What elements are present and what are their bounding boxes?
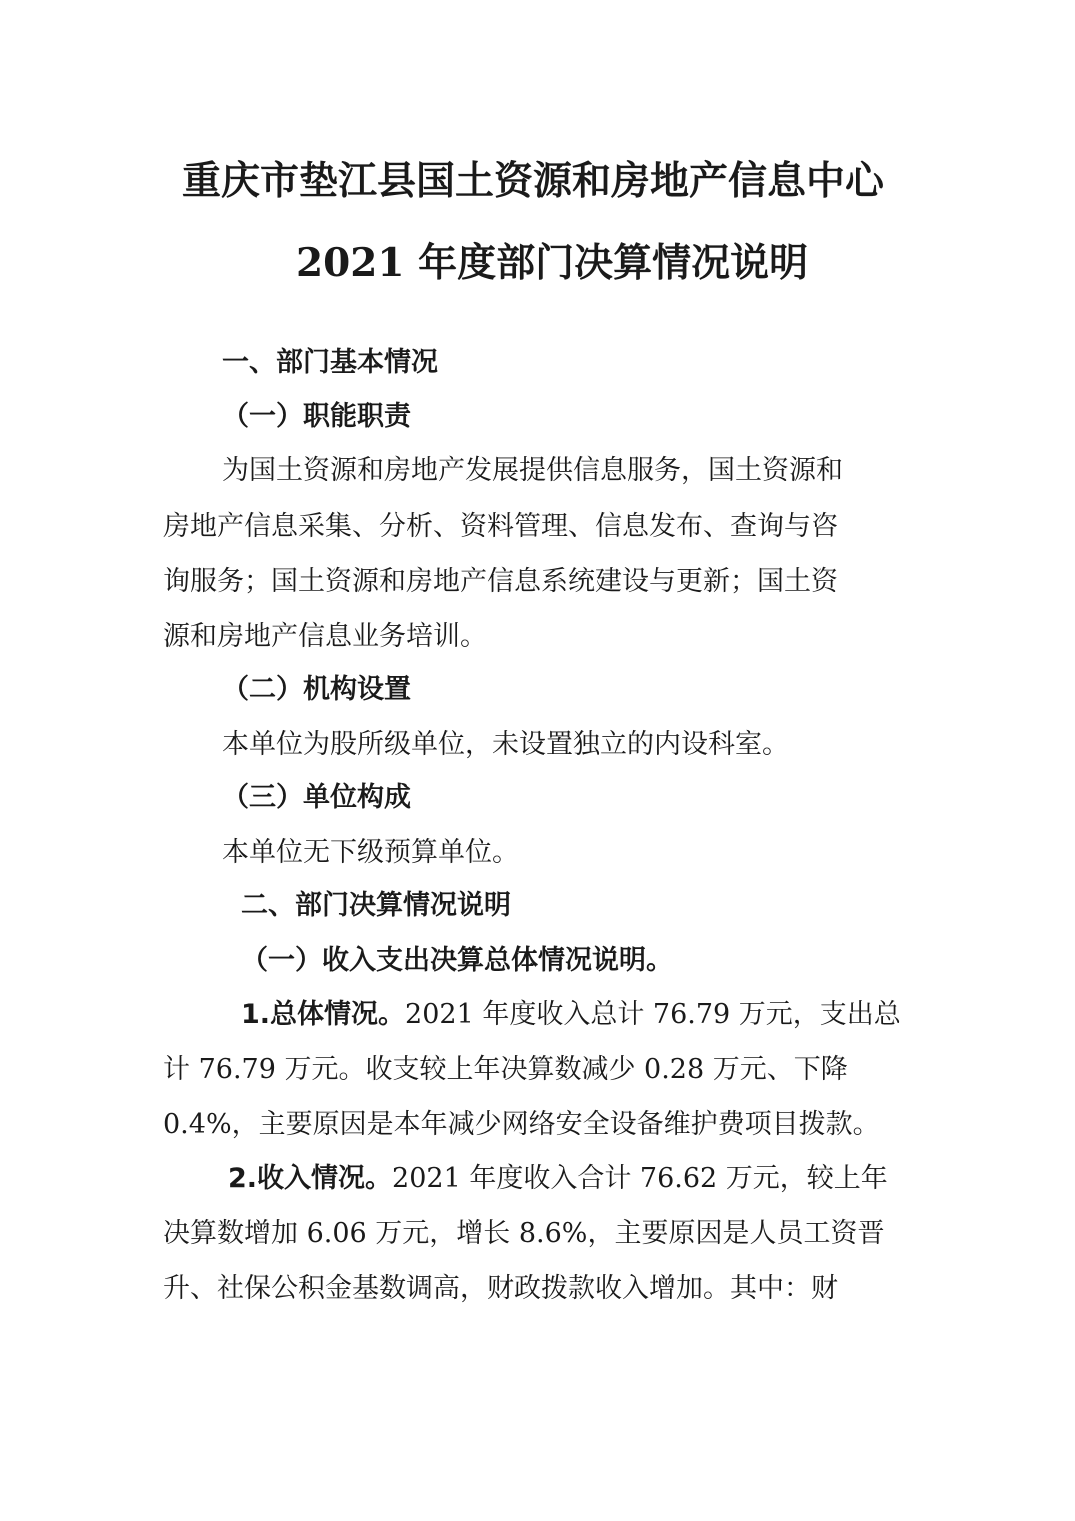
duties-line-1: 为国土资源和房地产发展提供信息服务，国土资源和 [222, 455, 843, 486]
section1-heading: 一、部门基本情况 [222, 347, 438, 378]
overall-lead: 1.总体情况。 [241, 999, 406, 1030]
section2-heading: 二、部门决算情况说明 [241, 890, 511, 921]
section1-sub2-heading: （二）机构设置 [222, 674, 411, 705]
duties-line-3: 询服务；国土资源和房地产信息系统建设与更新；国土资 [163, 566, 838, 597]
overall-para-line-3: 0.4%，主要原因是本年减少网络安全设备维护费项目拨款。 [163, 1109, 880, 1140]
overall-para-line-1 [241, 992, 901, 1031]
income-lead: 2.收入情况。 [228, 1163, 393, 1194]
overall-para-line-2: 计 76.79 万元。收支较上年决算数减少 0.28 万元、下降 [163, 1054, 848, 1085]
section1-sub1-heading: （一）职能职责 [222, 401, 411, 432]
document-title-line1: 重庆市垫江县国土资源和房地产信息中心 [182, 158, 885, 204]
organization-text: 本单位为股所级单位，未设置独立的内设科室。 [222, 729, 789, 760]
document-title-line2: 2021 年度部门决算情况说明 [296, 240, 809, 286]
unit-composition-text: 本单位无下级预算单位。 [222, 837, 519, 868]
duties-line-4: 源和房地产信息业务培训。 [163, 621, 487, 652]
income-line1-text: 2021 年度收入合计 76.62 万元，较上年 [392, 1163, 888, 1194]
section2-sub1-heading: （一）收入支出决算总体情况说明。 [241, 945, 673, 976]
duties-line-2: 房地产信息采集、分析、资料管理、信息发布、查询与咨 [163, 511, 838, 542]
income-para-line-2: 决算数增加 6.06 万元，增长 8.6%，主要原因是人员工资晋 [163, 1218, 885, 1249]
overall-line1-text: 2021 年度收入总计 76.79 万元，支出总 [405, 999, 901, 1030]
section1-sub3-heading: （三）单位构成 [222, 782, 411, 813]
income-para-line-3: 升、社保公积金基数调高，财政拨款收入增加。其中：财 [163, 1273, 838, 1304]
income-para-line-1 [228, 1156, 888, 1195]
